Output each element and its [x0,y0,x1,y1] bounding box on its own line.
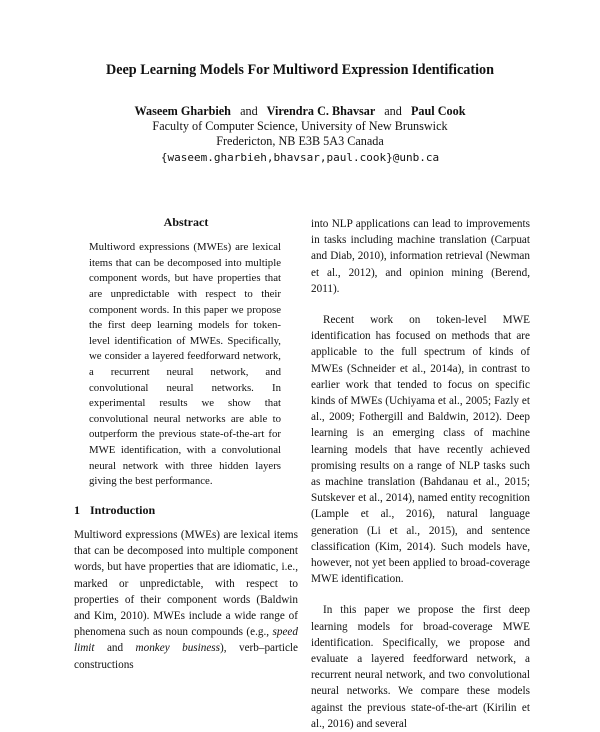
affiliation: Faculty of Computer Science, University of New Brunswick [152,119,448,134]
example-monkey-business: monkey business [135,642,221,655]
abstract-text: Multiword expressions (MWEs) are lexical items that can be decomposed into multiple component words, but have properties that are unpredictable with respect to their component words. In this paper we propose the first deep learning models for token-level identification of MWEs. Specifically, we consider a layered feedforward network, a recurrent neural network, and convolutional neural networks. In experimental results we show that convolutional neural networks are able to outperform the previous state-of-the-art for MWE identification, with a convolutional neural network with three hidden layers giving the best performance. [89,241,281,488]
abstract-heading: Abstract [163,215,209,229]
author-conjunction-1: and [240,104,258,118]
author-names [0,104,600,119]
author-1: Waseem Gharbieh [134,104,231,118]
right-paragraph-3: In this paper we propose the first deep learning models for broad-coverage MWE identification. Specifically, we propose and evaluate a layered feedforward network, a recurrent neural network, and two convolutional neural networks. We compare these models against the previous state-of-the-art (Kirilin et al., 2016) and several [311,604,530,730]
right-paragraph-2: Recent work on token-level MWE identification has focused on methods that are applicable to the full spectrum of kinds of MWEs (Schneider et al., 2014a), in contrast to earlier work that tended to focus on specific kinds of MWEs (Uchiyama et al., 2005; Fazly et al., 2009; Fothergill and Baldwin, 2012). Deep learning is an emerging class of machine learning models that have recently achieved promising results on a range of NLP tasks such as machine translation (Bahdanau et al., 2015; Sutskever et al., 2014), named entity recognition (Lample et al., 2016), natural language generation (Li et al., 2015), and sentence classification (Kim, 2014). Such models have, however, not yet been applied to broad-coverage MWE identification. [311,314,530,586]
author-conjunction-2: and [384,104,402,118]
left-column [74,214,298,673]
example-speed-limit: speed limit [74,626,298,655]
section-heading-introduction [74,502,298,518]
author-block [0,104,600,165]
paper-title: Deep Learning Models For Multiword Expression Identification [105,62,495,78]
section-title: Introduction [90,502,156,517]
author-emails: {waseem.gharbieh,bhavsar,paul.cook}@unb.ca [160,150,440,164]
section-number: 1 [74,502,80,517]
author-2: Virendra C. Bhavsar [266,104,376,118]
right-column [311,216,530,732]
author-3: Paul Cook [410,104,466,118]
introduction-paragraph: Multiword expressions (MWEs) are lexical items that can be decomposed into multiple component words, but have properties that are idiomatic, i.e., marked or unpredictable, with respect to properties of their component words (Baldwin and Kim, 2010). MWEs include a wide range of phenomena such as noun compounds (e.g., speed limit and monkey business), verb–particle constructions [74,528,298,671]
address: Fredericton, NB E3B 5A3 Canada [216,134,384,149]
right-paragraph-1: into NLP applications can lead to improvements in tasks including machine translation (Carpuat and Diab, 2010), information retrieval (Newman et al., 2012), and opinion mining (Berend, 2011). [311,218,530,295]
